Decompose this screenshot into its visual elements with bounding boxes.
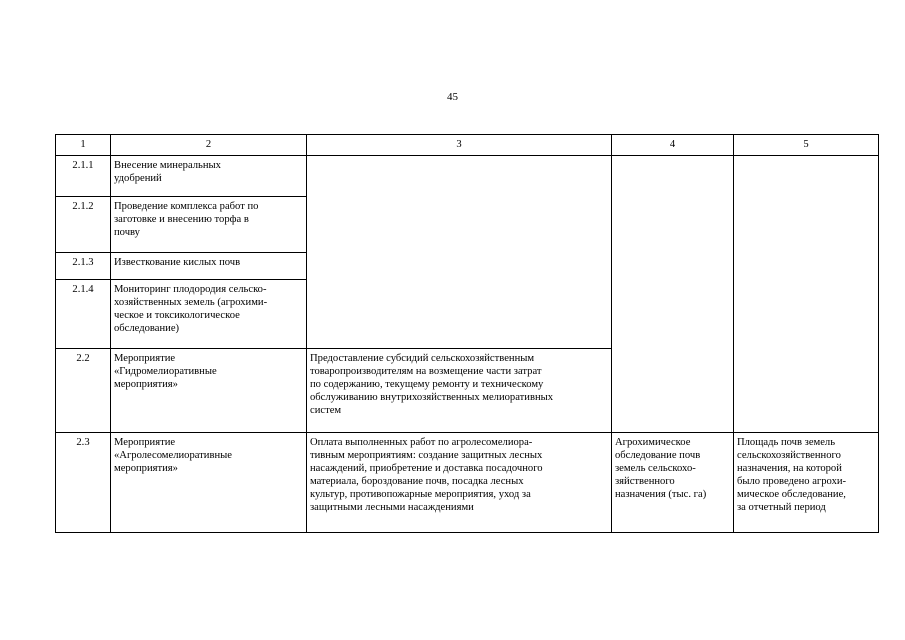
page-number: 45 <box>447 91 458 103</box>
measure-name: Проведение комплекса работ по заготовке и внесению торфа в почву <box>111 197 307 253</box>
column-header-4: 4 <box>612 135 734 156</box>
measure-name: Мероприятие «Агролесомелиоративные мероприятия» <box>111 433 307 533</box>
measure-name: Мероприятие «Гидромелиоративные мероприятия» <box>111 349 307 433</box>
measures-table <box>55 134 879 533</box>
row-number: 2.2 <box>56 349 111 433</box>
indicator-definition: Площадь почв земель сельскохозяйственного назначения, на которой было проведено агрохи- мическое обследование, за отчетный период <box>734 433 879 533</box>
column-header-3: 3 <box>307 135 612 156</box>
measure-name: Мониторинг плодородия сельско- хозяйственных земель (агрохими- ческое и токсикологическое обследование) <box>111 280 307 349</box>
measure-description: Предоставление субсидий сельскохозяйственным товаропроизводителям на возмещение части затрат по содержанию, текущему ремонту и техническому обслуживанию внутрихозяйственных мелиоративных систем <box>307 349 612 433</box>
table-row <box>56 156 879 197</box>
column-header-1: 1 <box>56 135 111 156</box>
table-row <box>56 433 879 533</box>
column-header-5: 5 <box>734 135 879 156</box>
measure-name: Известкование кислых почв <box>111 253 307 280</box>
indicator-cell-empty <box>612 156 734 433</box>
indicator-name: Агрохимическое обследование почв земель сельскохо- зяйственного назначения (тыс. га) <box>612 433 734 533</box>
row-number: 2.3 <box>56 433 111 533</box>
header-row <box>56 135 879 156</box>
measure-name: Внесение минеральных удобрений <box>111 156 307 197</box>
row-number: 2.1.1 <box>56 156 111 197</box>
column-header-2: 2 <box>111 135 307 156</box>
description-cell-empty <box>307 156 612 349</box>
row-number: 2.1.3 <box>56 253 111 280</box>
row-number: 2.1.2 <box>56 197 111 253</box>
definition-cell-empty <box>734 156 879 433</box>
row-number: 2.1.4 <box>56 280 111 349</box>
measure-description: Оплата выполненных работ по агролесомелиора- тивным мероприятиям: создание защитных лесных насаждений, приобретение и доставка посадочного материала, бороздование почв, посадка лесных культур, противопожарные мероприятия, уход за защитными лесными насаждениями <box>307 433 612 533</box>
